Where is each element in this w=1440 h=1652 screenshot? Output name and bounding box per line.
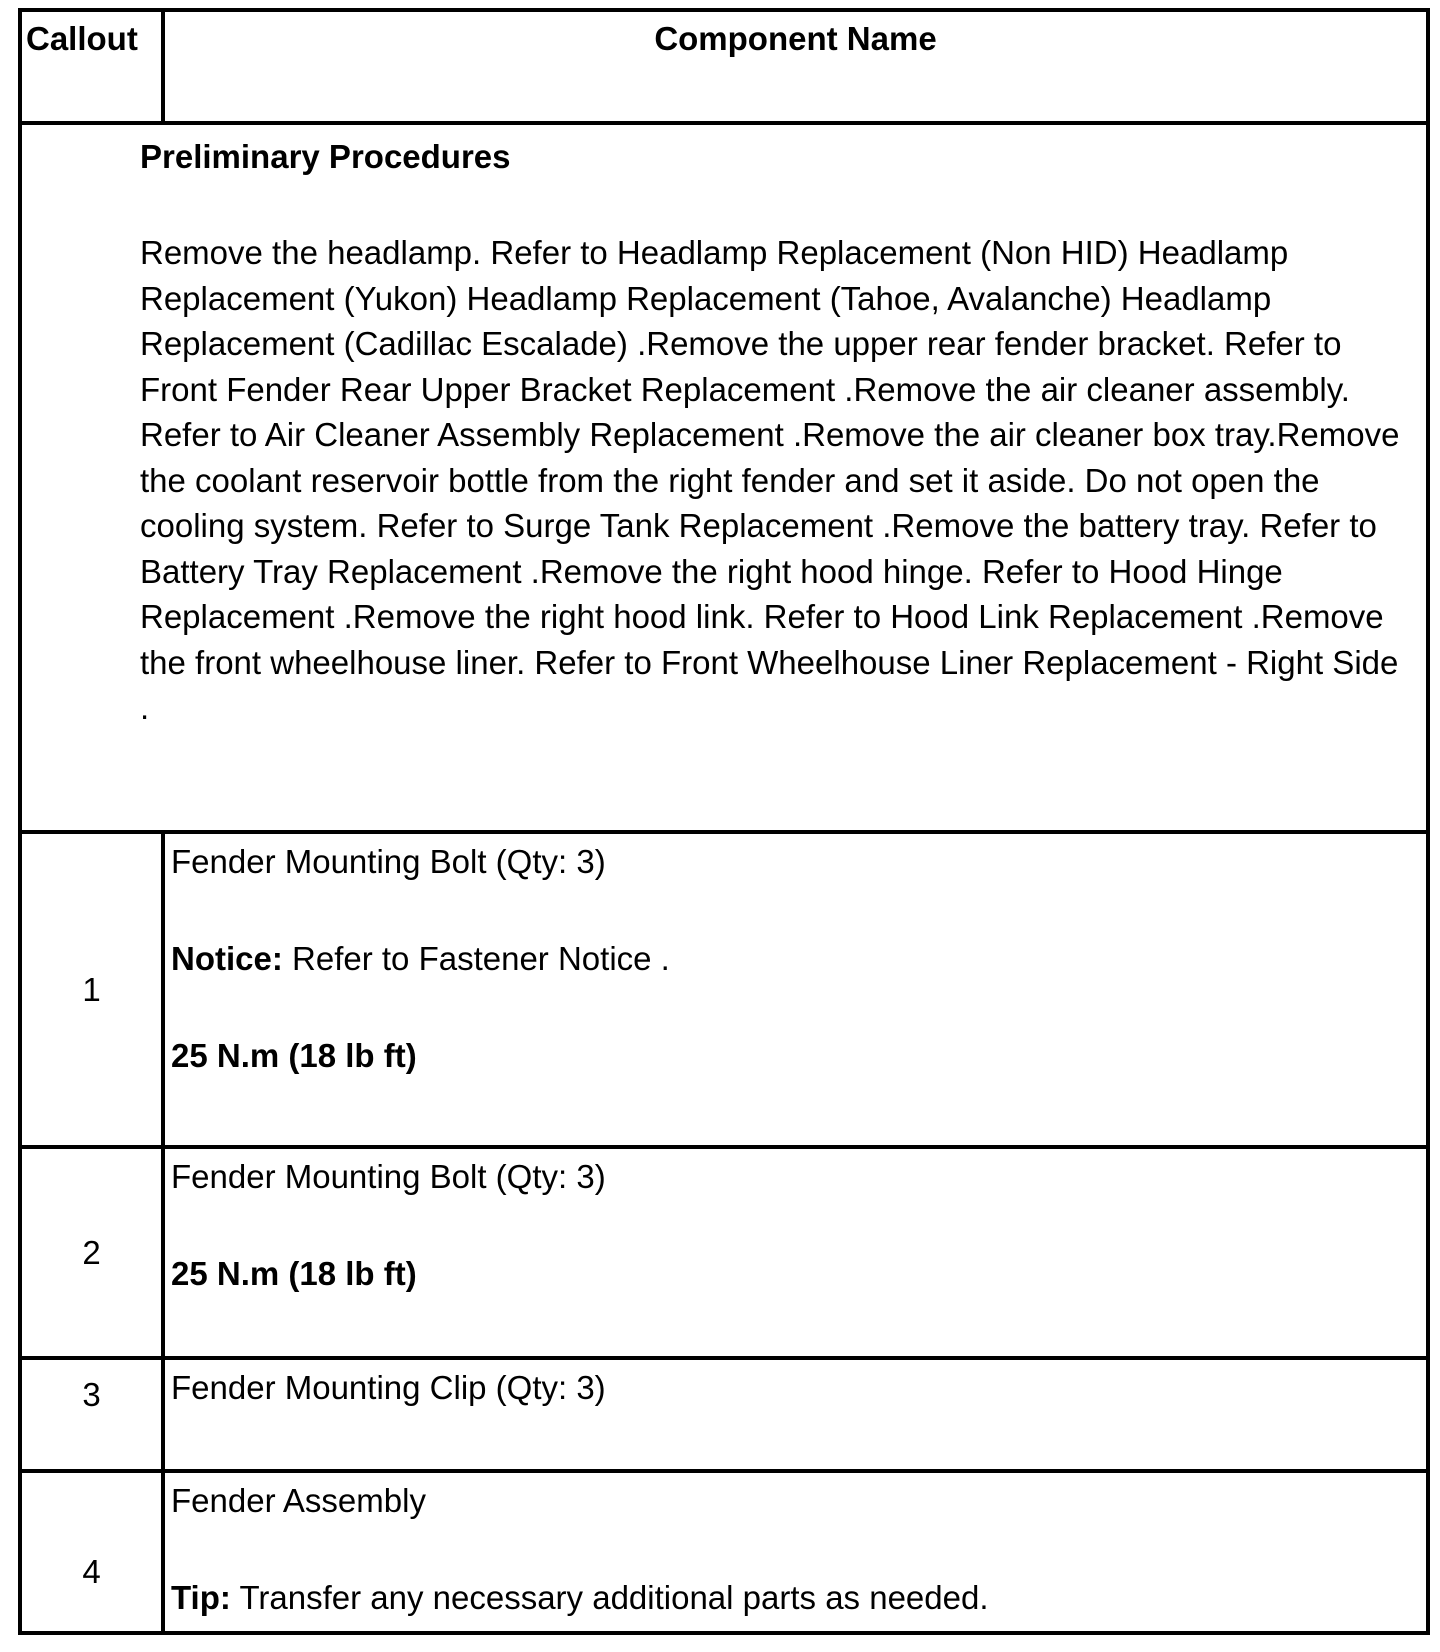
- preliminary-title: Preliminary Procedures: [140, 138, 511, 175]
- component-name: Fender Assembly: [171, 1482, 426, 1519]
- component-table: [18, 8, 1430, 1635]
- callout-number: 1: [20, 832, 163, 1147]
- torque-spec: 25 N.m (18 lb ft): [171, 1255, 417, 1292]
- component-cell: [163, 1471, 1428, 1633]
- tip-line: [171, 1578, 1426, 1618]
- component-cell: [163, 1147, 1428, 1358]
- preliminary-cell: [20, 123, 1428, 832]
- callout-number: 3: [20, 1358, 163, 1471]
- header-callout: Callout: [20, 10, 163, 123]
- tip-text: Transfer any necessary additional parts as needed.: [230, 1579, 989, 1616]
- notice-line: [171, 939, 1426, 979]
- component-name: Fender Mounting Clip (Qty: 3): [171, 1369, 606, 1406]
- preliminary-row: [20, 123, 1428, 832]
- component-name: Fender Mounting Bolt (Qty: 3): [171, 843, 606, 880]
- table-row: [20, 1358, 1428, 1471]
- component-cell: [163, 1358, 1428, 1471]
- table-row: [20, 1471, 1428, 1633]
- notice-text: Refer to Fastener Notice .: [282, 940, 670, 977]
- notice-label: Notice:: [171, 940, 283, 977]
- table-row: [20, 832, 1428, 1147]
- table-row: [20, 1147, 1428, 1358]
- component-cell: [163, 832, 1428, 1147]
- torque-spec: 25 N.m (18 lb ft): [171, 1037, 417, 1074]
- preliminary-text: Remove the headlamp. Refer to Headlamp Replacement (Non HID) Headlamp Replacement (Yukon) Headlamp Replacement (Tahoe, Avalanche) Headlamp Replacement (Cadillac Escalade) .Remove the upper rear fender bracket. Refer to Front Fender Rear Upper Bracket Replacement .Remove the air cleaner assembly. Refer to Air Cleaner Assembly Replacement .Remove the air cleaner box tray.Remove the coolant reservoir bottle from the right fender and set it aside. Do not open the cooling system. Refer to Surge Tank Replacement .Remove the battery tray. Refer to Battery Tray Replacement .Remove the right hood hinge. Refer to Hood Hinge Replacement .Remove the right hood link. Refer to Hood Link Replacement .Remove the front wheelhouse liner. Refer to Front Wheelhouse Liner Replacement - Right Side .: [140, 234, 1400, 726]
- callout-number: 2: [20, 1147, 163, 1358]
- callout-number: 4: [20, 1471, 163, 1633]
- table-header-row: [20, 10, 1428, 123]
- header-component-name: Component Name: [163, 10, 1428, 123]
- component-name: Fender Mounting Bolt (Qty: 3): [171, 1158, 606, 1195]
- tip-label: Tip:: [171, 1579, 231, 1616]
